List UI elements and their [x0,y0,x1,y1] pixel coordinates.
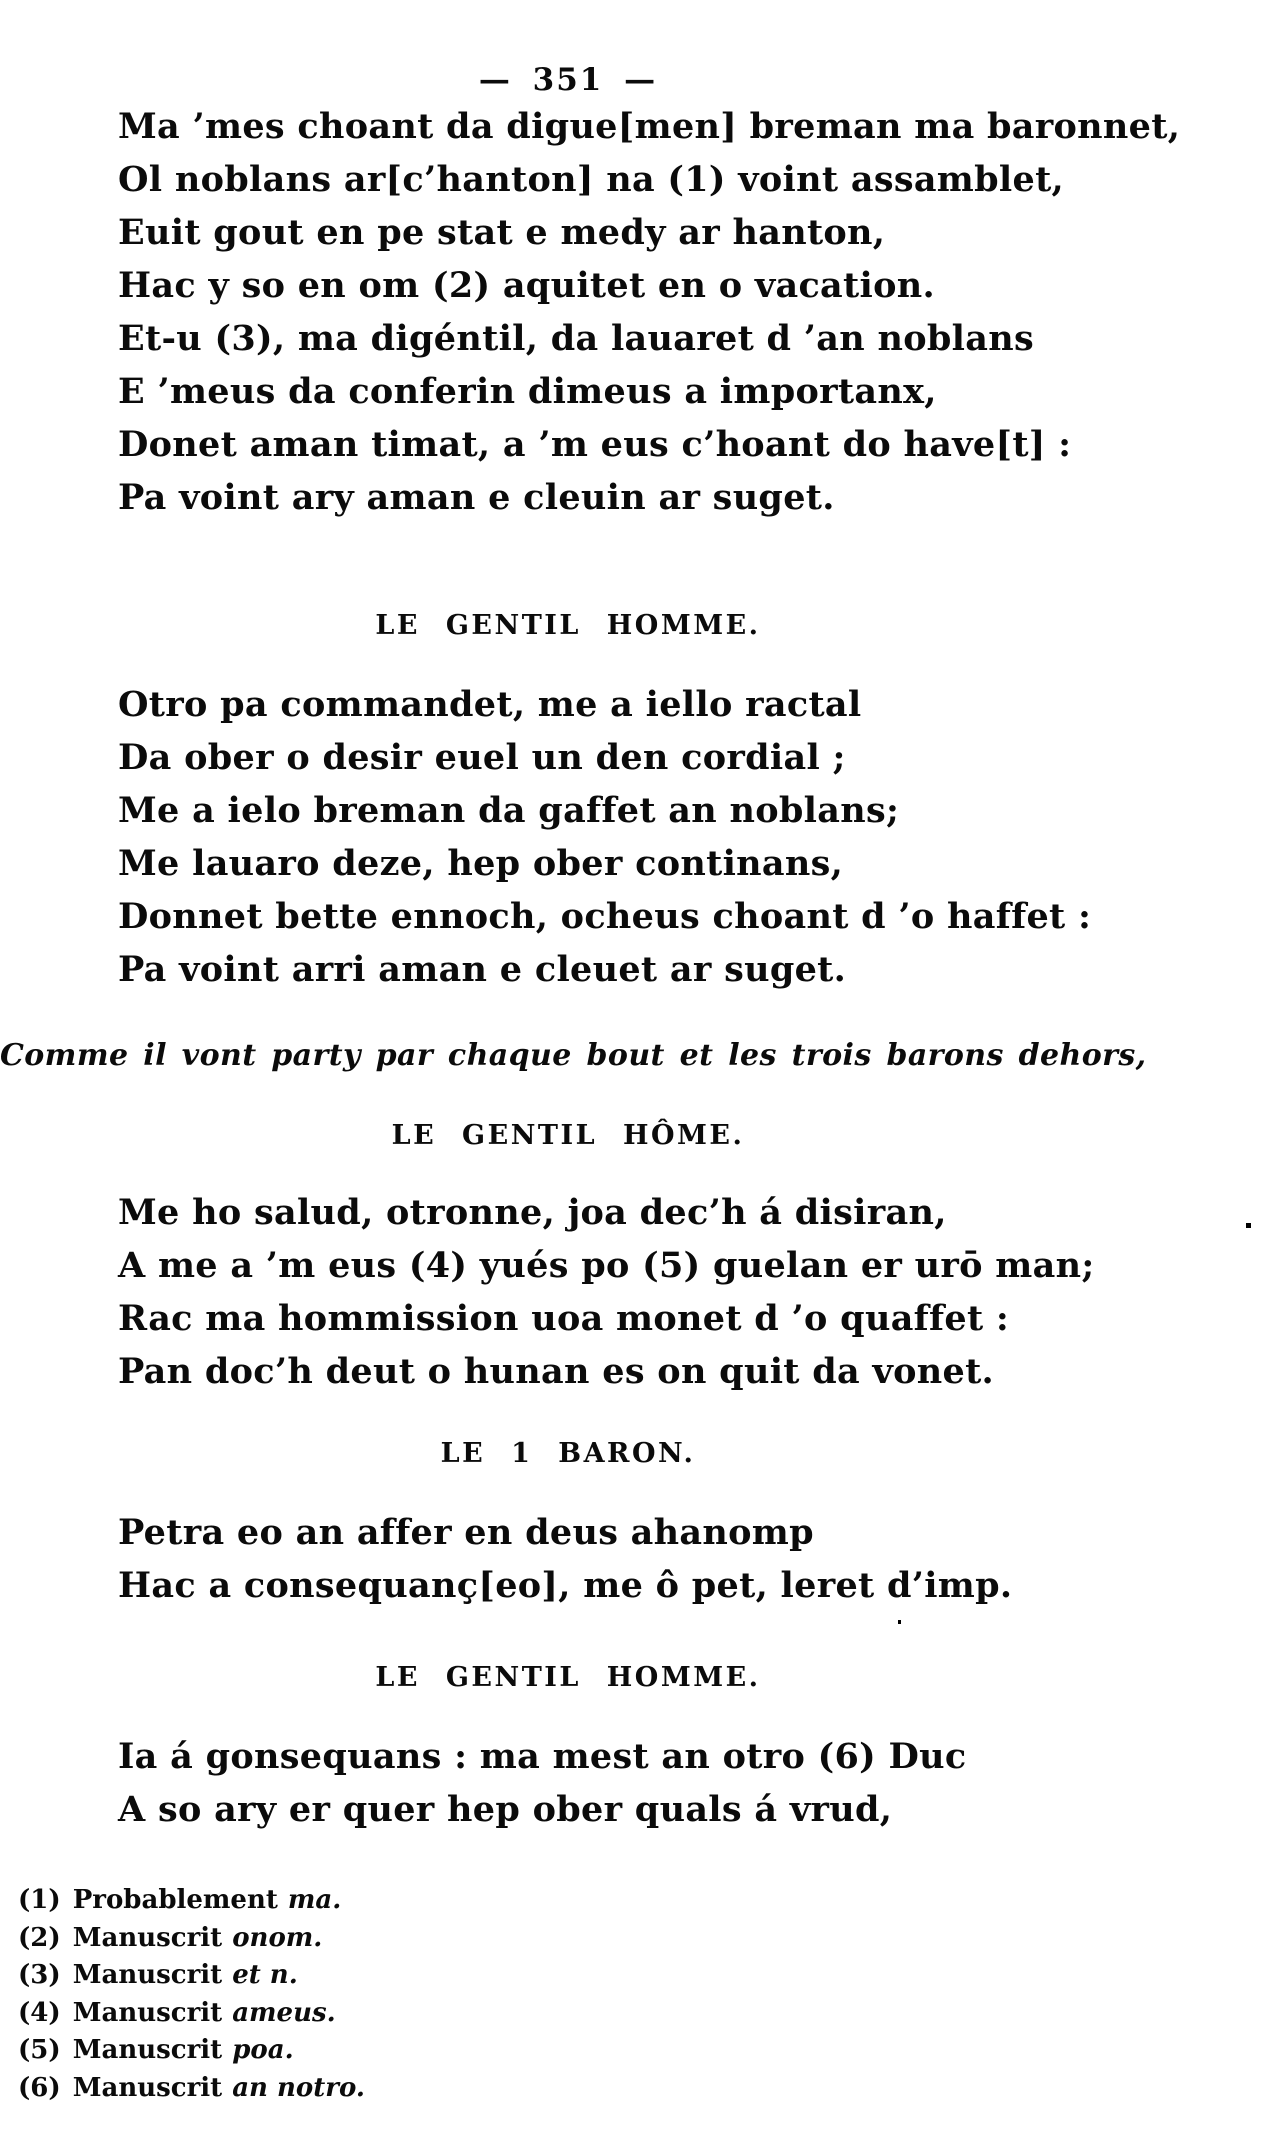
verse-line: Et-u (3), ma digéntil, da lauaret d ’an noblans [118,318,1034,359]
verse-line: Hac y so en om (2) aquitet en o vacation. [118,265,935,306]
ink-speck [898,1620,901,1624]
stage-direction: Comme il vont party par chaque bout et les trois barons dehors, [0,1038,1147,1073]
footnote-variant: et n. [232,1960,298,1990]
verse-line: Pa voint arri aman e cleuet ar suget. [118,949,847,990]
verse-line: Donnet bette ennoch, ocheus choant d ’o haffet : [118,896,1092,937]
footnote-number: (6) [18,2072,61,2103]
verse-line: Pa voint ary aman e cleuin ar suget. [118,477,835,518]
footnote [18,1920,365,1958]
verse-line: Me lauaro deze, hep ober continans, [118,843,844,884]
footnote-text: Probablement [72,1885,278,1915]
verse-line: Rac ma hommission uoa monet d ’o quaffet : [118,1298,1010,1339]
footnote-variant: ma. [287,1885,342,1915]
footnote-text: Manuscrit [72,1997,223,2028]
verse-line: Pan doc’h deut o hunan es on quit da vonet. [118,1351,995,1392]
footnote-number: (4) [18,1997,61,2028]
footnote-text: Manuscrit [72,1960,223,1990]
footnote-number: (5) [18,2035,61,2065]
verse-line: Otro pa commandet, me a iello ractal [118,684,862,725]
stanza-2 [118,678,1091,996]
footnote [18,1882,365,1920]
footnote-number: (1) [18,1885,61,1915]
footnote-text: Manuscrit [72,2035,223,2065]
footnote-text: Manuscrit [72,1922,223,1953]
verse-line: A me a ’m eus (4) yués po (5) guelan er urō man; [118,1245,1095,1286]
stanza-1 [118,100,1180,524]
speaker-heading-gentil-homme-1: LE GENTIL HOMME. [375,610,761,641]
verse-line: E ’meus da conferin dimeus a importanx, [118,371,937,412]
footnote-variant: ameus. [232,1997,336,2028]
stanza-5 [118,1730,967,1836]
footnote-variant: an notro. [232,2072,365,2103]
verse-line: Ma ’mes choant da digue[men] breman ma baronnet, [118,106,1181,147]
footnote-variant: onom. [232,1922,323,1953]
verse-line: Ia á gonsequans : ma mest an otro (6) Duc [118,1736,967,1777]
footnote-variant: poa. [232,2035,294,2065]
verse-line: Euit gout en pe stat e medy ar hanton, [118,212,886,253]
footnotes-block [18,1882,365,2107]
footnote-number: (2) [18,1922,61,1953]
page-number: — 351 — [478,62,658,98]
footnote [18,2070,365,2108]
footnote-number: (3) [18,1960,61,1990]
verse-line: Hac a consequanç[eo], me ô pet, leret d’imp. [118,1565,1013,1606]
footnote [18,2032,365,2070]
footnote [18,1995,365,2033]
verse-line: Me ho salud, otronne, joa dec’h á disiran, [118,1192,947,1233]
verse-line: Donet aman timat, a ’m eus c’hoant do have[t] : [118,424,1072,465]
stanza-4 [118,1506,1012,1612]
speaker-heading-le-1-baron: LE 1 BARON. [440,1438,696,1469]
verse-line: Petra eo an affer en deus ahanomp [118,1512,814,1553]
ink-speck [1246,1223,1251,1228]
footnote-text: Manuscrit [72,2072,223,2103]
speaker-heading-gentil-homme-2: LE GENTIL HOMME. [375,1662,761,1693]
verse-line: A so ary er quer hep ober quals á vrud, [118,1789,893,1830]
speaker-heading-gentil-home: LE GENTIL HÔME. [391,1120,745,1151]
verse-line: Ol noblans ar[c’hanton] na (1) voint assamblet, [118,159,1065,200]
verse-line: Me a ielo breman da gaffet an noblans; [118,790,900,831]
verse-line: Da ober o desir euel un den cordial ; [118,737,846,778]
footnote [18,1957,365,1995]
stanza-3 [118,1186,1095,1398]
